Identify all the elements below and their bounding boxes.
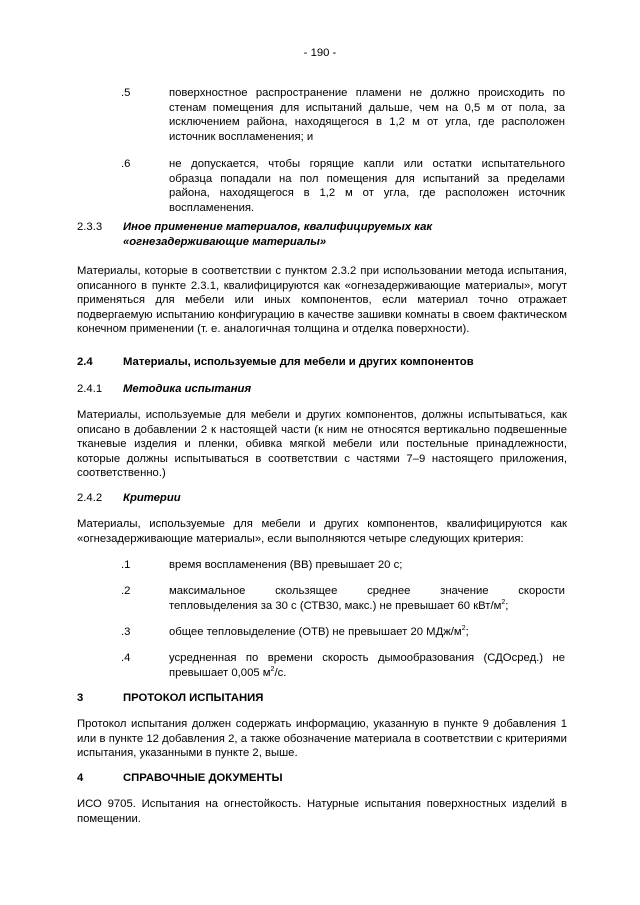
criterion-number: .3 (121, 626, 131, 638)
criterion-line-text: тепловыделения за 30 с (СТВ30, макс.) не превышает 60 кВт/м (169, 599, 502, 612)
criterion-line (169, 599, 565, 614)
criterion-text (169, 584, 565, 613)
criterion-number: .2 (121, 585, 131, 597)
section-title-line: Иное применение материалов, квалифицируемых как (123, 221, 433, 233)
section-title: ПРОТОКОЛ ИСПЫТАНИЯ (123, 692, 264, 704)
criterion-text: время воспламенения (ВВ) превышает 20 с; (169, 559, 403, 571)
paragraph-3: Протокол испытания должен содержать информацию, указанную в пункте 9 добавления 1 или в пункте 12 добавления 2, а также обозначение материала в соответствии с критериями испытания, указанными в пункте 2, выше. (77, 718, 567, 760)
section-number: 3 (77, 692, 84, 704)
section-number: 4 (77, 772, 84, 784)
paragraph-2-4-1: Материалы, используемые для мебели и других компонентов, должны испытываться, как описано в добавлении 2 к настоящей части (к ним не относятся вертикально подвешенные тканевые изделия и пленки, обивка мягкой мебели или постельные принадлежности, которые должны испытываться в соответствии с частями 7–9 настоящего приложения, соответственно.) (77, 409, 567, 480)
criterion-number: .4 (121, 652, 131, 664)
list-item-number: .5 (121, 87, 131, 99)
section-title: Материалы, используемые для мебели и других компонентов (123, 356, 474, 368)
criterion-text (169, 651, 565, 680)
paragraph-2-4-2: Материалы, используемые для мебели и других компонентов, квалифицируются как «огнезадерживающие материалы», если выполняются четыре следующих критерия: (77, 518, 567, 545)
list-item-text: поверхностное распространение пламени не должно происходить по стенам помещения для испытаний дальше, чем на 0,5 м от пола, за исключением района, находящегося в 1,2 м от угла, где расположен источник воспламенения; и (169, 87, 565, 143)
criterion-number: .1 (121, 559, 131, 571)
section-number: 2.4.2 (77, 492, 103, 504)
paragraph-4: ИСО 9705. Испытания на огнестойкость. Натурные испытания поверхностных изделий в помещении. (77, 798, 567, 825)
section-title (123, 220, 563, 249)
page-number: - 190 - (303, 47, 337, 59)
section-title-line: «огнезадерживающие материалы» (123, 235, 327, 248)
section-number: 2.3.3 (77, 221, 103, 233)
superscript: 2 (461, 625, 466, 633)
criterion-line-tail: ; (465, 626, 469, 638)
list-item-number: .6 (121, 158, 131, 170)
paragraph-2-3-3: Материалы, которые в соответствии с пунктом 2.3.2 при использовании метода испытания, описанного в пункте 2.3.1, квалифицируются как «огнезадерживающие материалы», могут применяться для мебели или иных компонентов, если материал точно отражает подвергаемую испытанию конфигурацию в качестве зашивки комнаты в своем фактическом конечном применении (т. е. аналогичная толщина и отделка поверхности). (77, 265, 567, 336)
superscript: 2 (270, 665, 275, 673)
criterion-line-tail: /с. (274, 666, 287, 679)
superscript: 2 (501, 598, 506, 606)
section-title: Критерии (123, 492, 181, 504)
criterion-line: усредненная по времени скорость дымообразования (СДОсред.) не (169, 652, 565, 664)
criterion-line-text: общее тепловыделение (ОТВ) не превышает 20 МДж/м (169, 626, 462, 638)
criterion-line-tail: ; (505, 599, 509, 612)
list-item-text: не допускается, чтобы горящие капли или остатки испытательного образца попадали на пол помещения для испытаний за пределами района, находящегося в 1,2 м от угла, где расположен источник воспламенения. (169, 158, 565, 214)
section-title: СПРАВОЧНЫЕ ДОКУМЕНТЫ (123, 772, 283, 784)
section-number: 2.4.1 (77, 383, 103, 395)
criterion-line (169, 666, 565, 681)
criterion-text (169, 625, 565, 640)
section-number: 2.4 (77, 356, 93, 368)
criterion-line: максимальное скользящее среднее значение скорости (169, 585, 565, 597)
section-title: Методика испытания (123, 383, 252, 395)
criterion-line-text: превышает 0,005 м (169, 666, 271, 679)
